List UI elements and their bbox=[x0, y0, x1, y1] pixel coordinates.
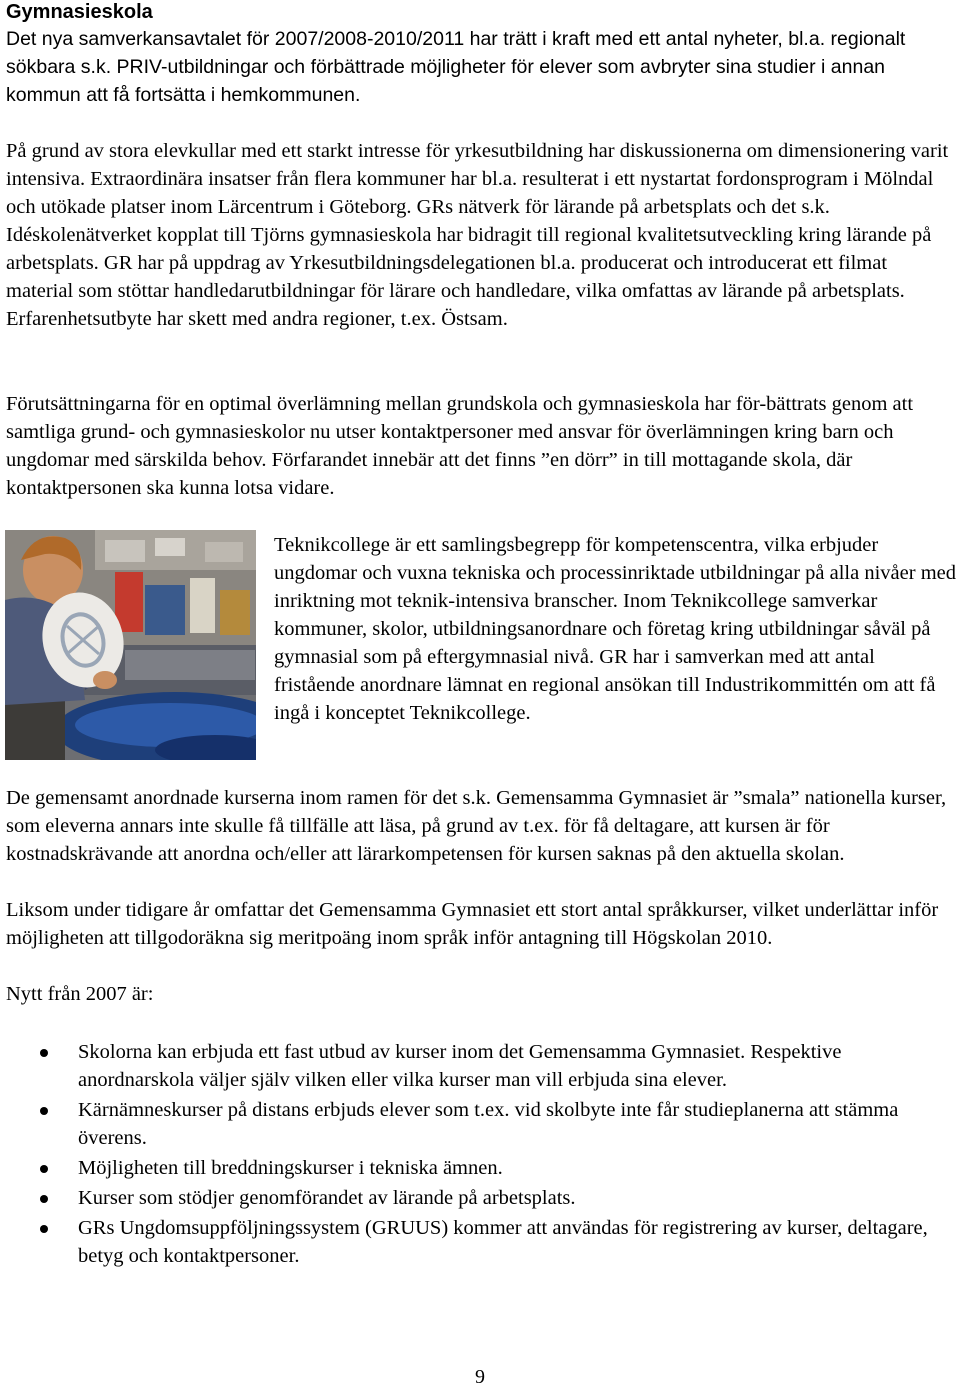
list-item-text: Möjligheten till breddningskurser i tekniska ämnen. bbox=[78, 1157, 503, 1179]
workshop-photo bbox=[5, 530, 256, 760]
bullet-icon bbox=[40, 1195, 48, 1203]
paragraph-teknikcollege: Teknikcollege är ett samlingsbegrepp för kompetenscentra, vilka erbjuder ungdomar och vuxna tekniska och processinriktade utbildningar på alla nivåer med inriktning mot teknik-intensiva branscher. Inom Teknikcollege samverkar kommuner, skolor, utbildningsanordnare och företag kring utbildningar såväl på gymnasial som på eftergymnasial nivå. GR har i samverkan med att antal fristående anordnare lämnat en regional ansökan till Industrikommittén om att få ingå i konceptet Teknikcollege. bbox=[274, 534, 956, 724]
list-item bbox=[0, 1214, 948, 1270]
list-item-text: Skolorna kan erbjuda ett fast utbud av kurser inom det Gemensamma Gymnasiet. Respektive anordnarskola väljer själv vilken eller vilka kurser man vill erbjuda sina elever. bbox=[78, 1041, 842, 1091]
list-item bbox=[0, 1038, 948, 1094]
paragraph-courses: De gemensamt anordnade kurserna inom ramen för det s.k. Gemensamma Gymnasiet är ”smala” nationella kurser, som eleverna annars inte skulle få tillfälle att läsa, på grund av t.ex. för få deltagare, att kursen är för kostnadskrävande att anordna och/eller att lärarkompetensen för kursen saknas på den aktuella skolan. bbox=[6, 787, 947, 865]
bullet-icon bbox=[40, 1225, 48, 1233]
paragraph-language: Liksom under tidigare år omfattar det Gemensamma Gymnasiet ett stort antal språkkurser, vilket underlättar inför möjligheten att tillgodoräkna sig meritpoäng inom språk inför antagning till Högskolan 2010. bbox=[6, 899, 939, 949]
bullet-icon bbox=[40, 1165, 48, 1173]
list-item bbox=[0, 1096, 948, 1152]
list-item-text: Kärnämneskurser på distans erbjuds elever som t.ex. vid skolbyte inte får studieplanerna att stämma överens. bbox=[78, 1099, 899, 1149]
list-item-text: GRs Ungdomsuppföljningssystem (GRUUS) kommer att användas för registrering av kurser, deltagare, betyg och kontaktpersoner. bbox=[78, 1217, 928, 1267]
paragraph-dimensioning: På grund av stora elevkullar med ett starkt intresse för yrkesutbildning har diskussionerna om dimensionering varit intensiva. Extraordinära insatser från flera kommuner har bl.a. resulterat i ett nystartat fordonsprogram i Mölndal och utökade platser inom Lärcentrum i Göteborg. GRs nätverk för lärande på arbetsplats och det s.k. Idéskolenätverket kopplat till Tjörns gymnasieskola har bidragit till regional kvalitetsutveckling kring lärande på arbetsplats. GR har på uppdrag av Yrkesutbildningsdelegationen bl.a. producerat och introducerat ett filmat material som stöttar handledarutbildningar för lärare och handledare, vilka omfattas av lärande på arbetsplats. Erfarenhetsutbyte har skett med andra regioner, t.ex. Östsam. bbox=[6, 140, 949, 330]
bullet-icon bbox=[40, 1107, 48, 1115]
bullet-icon bbox=[40, 1049, 48, 1057]
page-number: 9 bbox=[475, 1366, 485, 1388]
paragraph-intro: Det nya samverkansavtalet för 2007/2008-2010/2011 har trätt i kraft med ett antal nyheter, bl.a. regionalt sökbara s.k. PRIV-utbildningar och förbättrade möjligheter för elever som avbryter sina studier i annan kommun att få fortsätta i hemkommunen. bbox=[6, 28, 906, 106]
section-heading: Gymnasieskola bbox=[6, 1, 153, 23]
bullet-list bbox=[0, 1038, 960, 1272]
list-item bbox=[0, 1154, 948, 1182]
paragraph-transfer: Förutsättningarna för en optimal överlämning mellan grundskola och gymnasieskola har för-bättrats genom att samtliga grund- och gymnasieskolor nu utser kontaktpersoner med ansvar för överlämningen kring barn och ungdomar med särskilda behov. Förfarandet innebär att det finns ”en dörr” in till mottagande skola, där kontaktpersonen ska kunna lotsa vidare. bbox=[6, 393, 914, 499]
list-item-text: Kurser som stödjer genomförandet av lärande på arbetsplats. bbox=[78, 1187, 576, 1209]
list-item bbox=[0, 1184, 948, 1212]
paragraph-new-since: Nytt från 2007 är: bbox=[6, 983, 154, 1005]
